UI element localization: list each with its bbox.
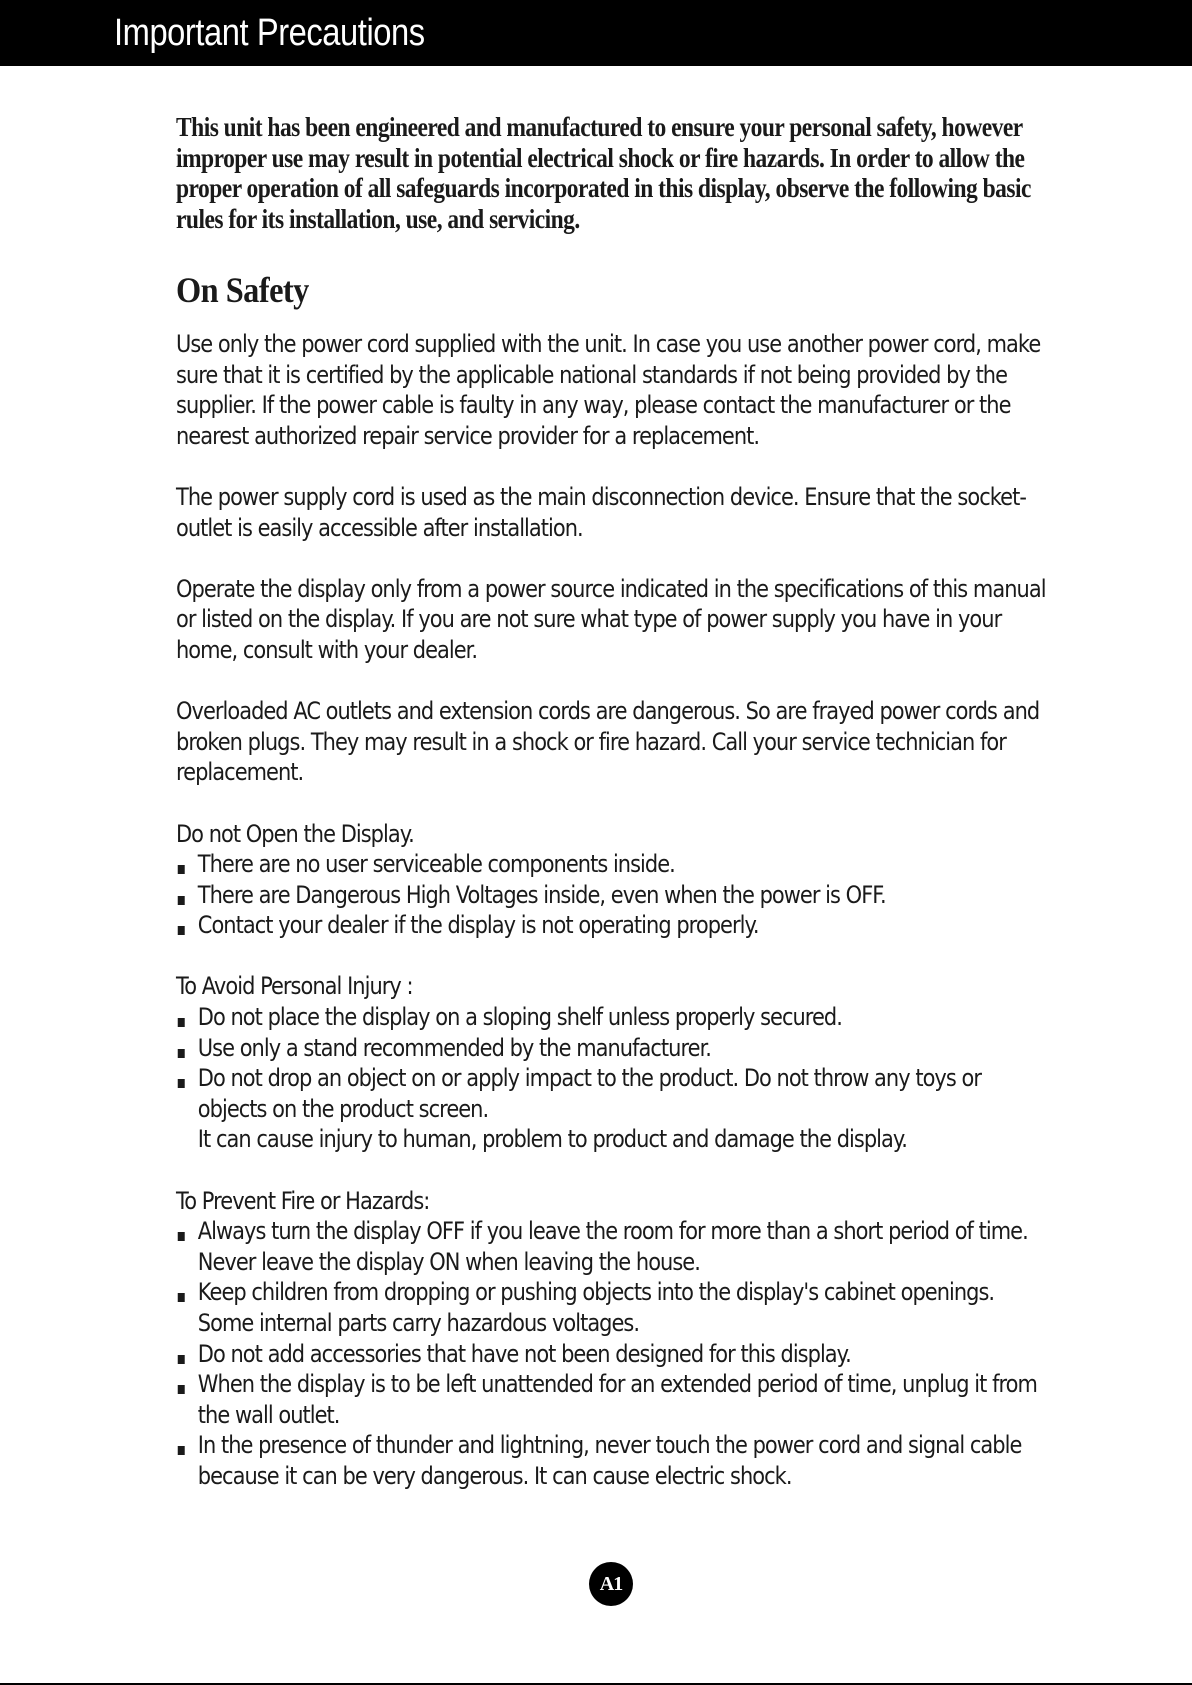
list-item-text: Do not drop an object on or apply impact to the product. Do not throw any toys or objects on the product screen. — [197, 1064, 981, 1123]
safety-paragraph-overload: Overloaded AC outlets and extension cords are dangerous. So are frayed power cords and broken plugs. They may result in a shock or fire hazard. Call your service technician for replacement. — [176, 697, 1040, 787]
bullet-list — [176, 1002, 1048, 1155]
list-item: Keep children from dropping or pushing objects into the display's cabinet openings. Some internal parts carry hazardous voltages. — [176, 1277, 1048, 1338]
list-item: Use only a stand recommended by the manufacturer. — [176, 1033, 1048, 1064]
group-title: Do not Open the Display. — [176, 819, 414, 848]
group-title: To Prevent Fire or Hazards: — [176, 1186, 430, 1215]
page-number-badge: A1 — [589, 1562, 633, 1606]
group-prevent-fire — [176, 1186, 1048, 1492]
group-do-not-open — [176, 819, 1048, 941]
list-item-note: It can cause injury to human, problem to product and damage the display. — [197, 1125, 908, 1154]
group-title: To Avoid Personal Injury : — [176, 972, 413, 1001]
list-item: Always turn the display OFF if you leave the room for more than a short period of time. Never leave the display ON when leaving the house. — [176, 1216, 1048, 1277]
bullet-list — [176, 849, 1048, 941]
bullet-list — [176, 1216, 1048, 1491]
intro-paragraph: This unit has been engineered and manufactured to ensure your personal safety, however improper use may result in potential electrical shock or fire hazards. In order to allow the proper operation of all safeguards incorporated in this display, observe the following basic rules for its installation, use, and servicing. — [176, 112, 1031, 234]
list-item: Do not place the display on a sloping shelf unless properly secured. — [176, 1002, 1048, 1033]
safety-paragraph-power-cord: Use only the power cord supplied with the unit. In case you use another power cord, make sure that it is certified by the applicable national standards if not being provided by the supplier. If the power cable is faulty in any way, please contact the manufacturer or the nearest authorized repair service provider for a replacement. — [176, 330, 1041, 450]
list-item: Do not add accessories that have not been designed for this display. — [176, 1339, 1048, 1370]
group-avoid-injury — [176, 971, 1048, 1155]
list-item: Contact your dealer if the display is not operating properly. — [176, 910, 1048, 941]
page-title: Important Precautions — [114, 12, 425, 54]
list-item: There are Dangerous High Voltages inside, even when the power is OFF. — [176, 880, 1048, 911]
header-bar — [0, 0, 1192, 66]
list-item: In the presence of thunder and lightning, never touch the power cord and signal cable because it can be very dangerous. It can cause electric shock. — [176, 1430, 1048, 1491]
main-content — [176, 112, 1056, 1522]
list-item — [176, 1063, 1048, 1155]
list-item: There are no user serviceable components inside. — [176, 849, 1048, 880]
section-heading: On Safety — [176, 270, 309, 310]
safety-paragraph-disconnect: The power supply cord is used as the main disconnection device. Ensure that the socket-outlet is easily accessible after installation. — [176, 482, 1026, 542]
safety-paragraph-power-source: Operate the display only from a power source indicated in the specifications of this manual or listed on the display. If you are not sure what type of power supply you have in your home, consult with your dealer. — [176, 574, 1046, 664]
list-item: When the display is to be left unattended for an extended period of time, unplug it from the wall outlet. — [176, 1369, 1048, 1430]
